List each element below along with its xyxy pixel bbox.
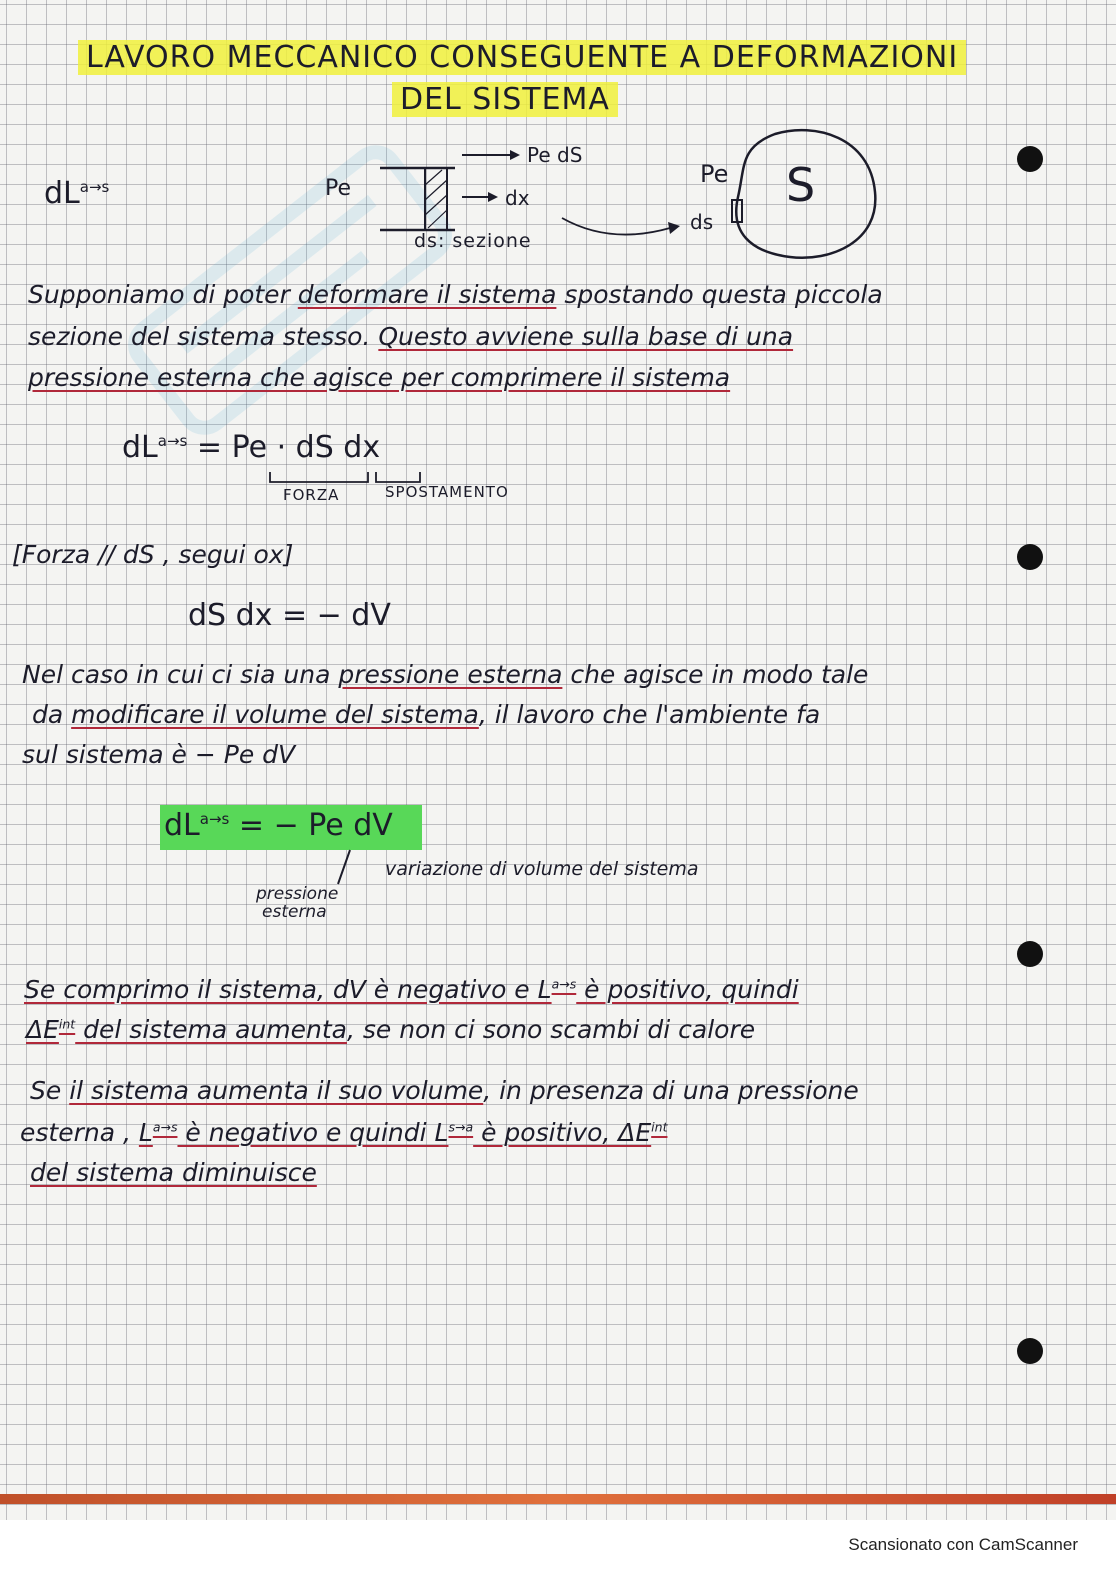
- formula1-spostamento: SPOSTAMENTO: [385, 483, 509, 501]
- diagram-ds-right: ds: [690, 210, 714, 234]
- formula3-pointer: [330, 848, 360, 888]
- note-forza: [Forza // dS , segui ox]: [12, 540, 294, 569]
- formula3-pressione: pressione: [256, 884, 339, 904]
- punch-hole: [1017, 544, 1043, 570]
- paragraph4-line3: del sistema diminuisce: [30, 1158, 317, 1187]
- diagram-s-label: S: [786, 158, 816, 212]
- formula1-forza: FORZA: [283, 486, 340, 504]
- paragraph3-line2: $\Delta E^{int}$ del sistema aumenta, se non ci sono scambi di calore: [26, 1015, 756, 1044]
- camscanner-footer: Scansionato con CamScanner: [848, 1535, 1078, 1554]
- punch-hole: [1017, 941, 1043, 967]
- paragraph2-line2: da modificare il volume del sistema, il lavoro che l'ambiente fa: [32, 700, 821, 729]
- paragraph2-line1: Nel caso in cui ci sia una pressione esterna che agisce in modo tale: [22, 660, 869, 689]
- paragraph3-line1: Se comprimo il sistema, dV è negativo e $L^{a\to s}$ è positivo, quindi: [24, 975, 799, 1004]
- diagram-dl-label: $dL^{a\to s}$: [44, 176, 110, 211]
- paragraph2-line3: sul sistema è − Pe dV: [22, 740, 296, 769]
- title-line-1: LAVORO MECCANICO CONSEGUENTE A DEFORMAZIONI: [78, 40, 966, 75]
- formula3: $dL^{a\to s}$ = − Pe dV: [164, 808, 393, 843]
- formula2: dS dx = − dV: [188, 598, 391, 633]
- diagram-pe-ds: Pe dS: [527, 143, 583, 167]
- paragraph4-line1: Se il sistema aumenta il suo volume, in presenza di una pressione: [30, 1076, 859, 1105]
- title-line-2: DEL SISTEMA: [392, 82, 618, 117]
- formula3-variazione: variazione di volume del sistema: [385, 858, 699, 880]
- diagram-ds-sezione: ds: sezione: [414, 230, 532, 252]
- punch-hole: [1017, 1338, 1043, 1364]
- connector-arrow: [560, 210, 690, 250]
- page-bottom-edge: [0, 1494, 1116, 1504]
- formula1: $dL^{a\to s} = Pe$ · dS dx: [122, 430, 381, 465]
- punch-hole: [1017, 146, 1043, 172]
- diagram-pe-right: Pe: [700, 160, 729, 188]
- formula3-esterna: esterna: [262, 902, 327, 922]
- diagram-pe-left: Pe: [325, 176, 352, 201]
- paragraph4-line2: esterna , $L^{a\to s}$ è negativo e quindi $L^{s\to a}$ è positivo, $\Delta E^{int}$: [20, 1118, 668, 1147]
- paragraph1-line3: pressione esterna che agisce per comprimere il sistema: [28, 363, 731, 392]
- diagram-dx: dx: [505, 186, 530, 210]
- paragraph1-line1: Supponiamo di poter deformare il sistema spostando questa piccola: [28, 280, 883, 309]
- paragraph1-line2: sezione del sistema stesso. Questo avviene sulla base di una: [28, 322, 794, 351]
